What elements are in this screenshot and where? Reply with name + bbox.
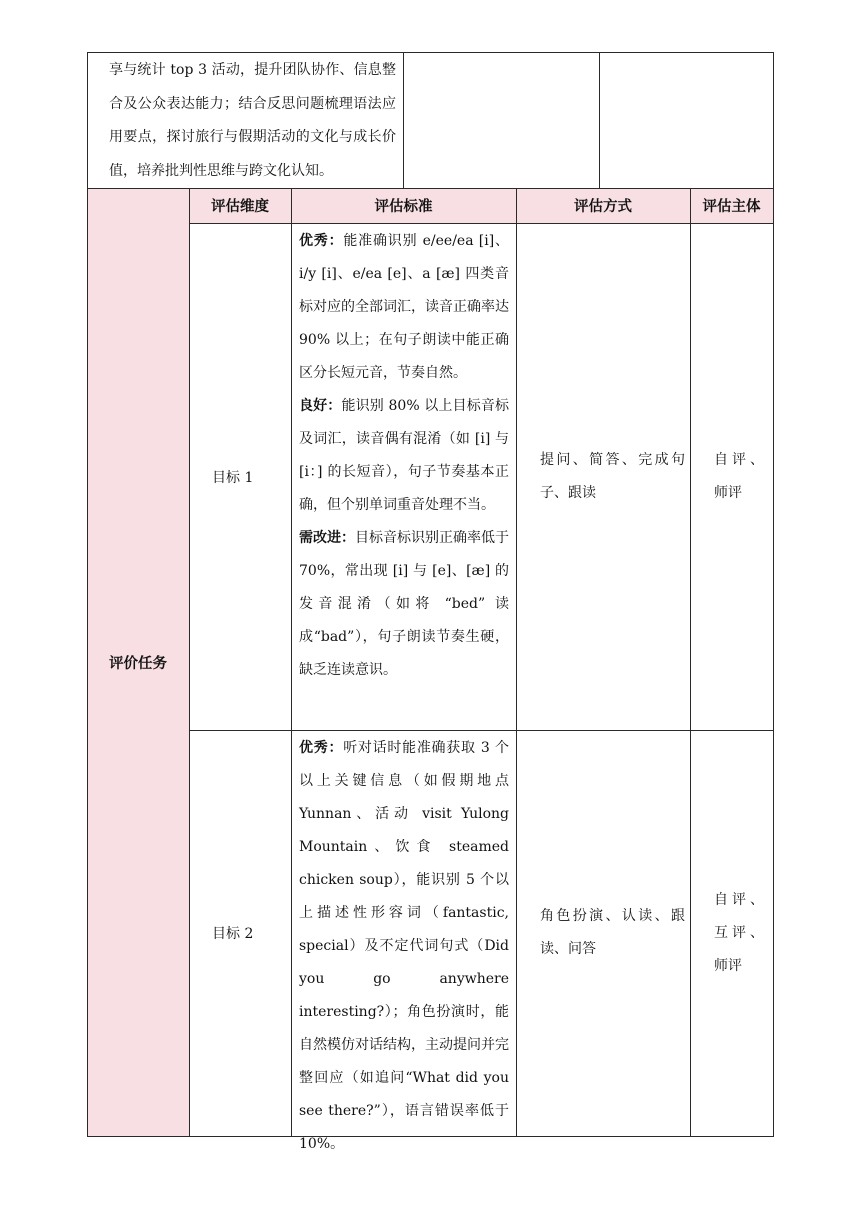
table-border <box>599 52 600 188</box>
side-label: 评价任务 <box>109 654 167 672</box>
row1-method: 提问、简答、完成句子、跟读 <box>540 451 685 501</box>
criteria-item: 优秀：能准确识别 e/ee/ea [i]、i/y [i]、e/ea [e]、a [æ] 四类音标对应的全部词汇，读音正确率达 90% 以上；在句子朗读中能正确区分长短元音，节奏自然。 <box>299 233 509 381</box>
criteria-item: 良好：能识别 80% 以上目标音标及词汇，读音偶有混淆（如 [i] 与 [i：] 的长短音），句子节奏基本正确，但个别单词重音处理不当。 <box>299 398 510 513</box>
table-border <box>773 52 774 1137</box>
continuation-text: 享与统计 top 3 活动，提升团队协作、信息整合及公众表达能力；结合反思问题梳理语法应用要点，探讨旅行与假期活动的文化与成长价值，培养批判性思维与跨文化认知。 <box>109 62 396 179</box>
table-border <box>87 52 773 53</box>
table-border <box>189 188 190 1136</box>
row1-criteria <box>299 225 509 687</box>
criteria-item: 需改进：目标音标识别正确率低于 70%，常出现 [i] 与 [e]、[æ] 的发音混淆（如将 “bed” 读成“bad”），句子朗读节奏生硬，缺乏连读意识。 <box>299 530 509 678</box>
row1-dimension: 目标 1 <box>212 469 254 486</box>
table-border <box>690 188 691 1136</box>
row1-subject: 自评、师评 <box>714 451 764 501</box>
header-method: 评估方式 <box>574 198 632 215</box>
row2-dimension: 目标 2 <box>212 926 254 942</box>
header-criteria: 评估标准 <box>374 198 433 215</box>
criteria-item: 优秀：听对话时能准确获取 3 个以上关键信息（如假期地点 Yunnan、活动 visit Yulong Mountain、饮食 steamed chicken soup），能识别 5 个以上描述性形容词（fantastic, special）及不定代词句式（Did you go anywhere interesting?）；角色扮演时，能自然模仿对话结构，主动提问并完整回应（如追问“What did you see there?”），语言错误率低于 10%。 <box>299 740 509 1152</box>
table-border <box>516 188 517 1136</box>
row2-subject: 自评、互评、师评 <box>714 891 764 974</box>
header-dimension: 评估维度 <box>211 198 269 215</box>
table-border <box>403 52 404 188</box>
row2-method: 角色扮演、认读、跟读、问答 <box>540 908 685 957</box>
header-subject: 评估主体 <box>702 198 761 215</box>
table-border <box>291 188 292 1136</box>
row2-criteria <box>299 732 509 1161</box>
